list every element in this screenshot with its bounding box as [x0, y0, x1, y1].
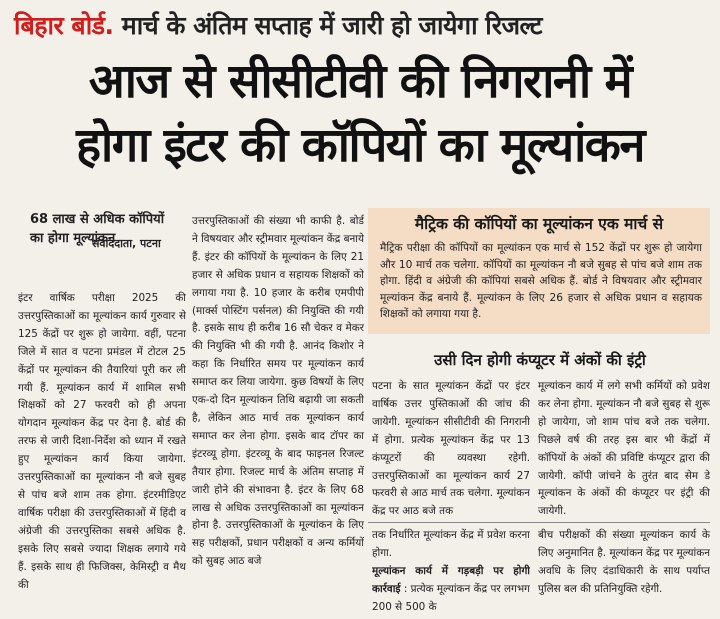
headline-line-1: आज से सीसीटीवी की निगरानी में	[88, 54, 632, 109]
article-column-6: बीच परीक्षकों की संख्या मूल्यांकन कार्य के लिए अनुमानित है. मूल्यांकन केंद्र पर मूल्यांकन अवधि के लिए दंडाधिकारी के साथ पर्याप्त पुलिस बल की प्रतिनियुक्ति रहेगी.	[538, 529, 710, 595]
kicker-tag: बिहार बोर्ड.	[14, 11, 114, 40]
article-column-4: मूल्यांकन कार्य में लगे सभी कर्मियों को प्रवेश कर लेना होगा. मूल्यांकन नौ बजे सुबह से शुरू हो जायेगा, जो शाम पांच बजे तक चलेगा. पिछले वर्ष की तरह इस बार भी केंद्रों में कॉपियों के अंकों की प्रविष्टि कंप्यूटर द्वारा की जायेगी. कॉपी जांचने के तुरंत बाद सेम डे मूल्यांकन के अंकों की कंप्यूटर पर इंट्री की जायेगी.	[538, 380, 710, 518]
column-5-rest: : प्रत्येक मूल्यांकन केंद्र पर लगभग 200 से 500 के	[372, 582, 530, 613]
section-divider	[368, 522, 710, 523]
article-column-5	[372, 527, 530, 615]
matric-box-body: मैट्रिक परीक्षा की कॉपियों का मूल्यांकन एक मार्च से 152 केंद्रों पर शुरू हो जायेगा और 10 मार्च तक चलेगा. कॉपियों का मूल्यांकन नौ बजे सुबह से पांच बजे शाम तक होगा. हिंदी व अंग्रेजी की कॉपियां सबसे अधिक हैं. बोर्ड ने विषयवार और स्ट्रीमवार मूल्यांकन केंद्र बनाये हैं. मूल्यांकन के लिए 26 हजार से अधिक प्रधान व सहायक शिक्षकों को लगाया गया है.	[380, 242, 702, 320]
kicker-line	[14, 6, 714, 46]
headline	[0, 50, 720, 178]
left-subhead: 68 लाख से अधिक कॉपियों का होगा मूल्यांकन	[30, 212, 165, 246]
matric-box-title: मैट्रिक की कॉपियों का मूल्यांकन एक मार्च से	[414, 215, 664, 233]
computer-entry-subhead: उसी दिन होगी कंप्यूटर में अंकों की इंट्री	[434, 351, 646, 369]
column-5-subhead: मूल्यांकन कार्य में गड़बड़ी पर होगी कार्रवाई	[372, 564, 530, 595]
article-column-1: इंटर वार्षिक परीक्षा 2025 की उत्तरपुस्तिकाओं का मूल्यांकन कार्य गुरुवार से 125 केंद्रों पर शुरू हो जायेगा. वहीं, पटना जिले में सात व पटना प्रमंडल में टोटल 25 केंद्रों पर मूल्यांकन की तैयारियां पूरी कर ली गयी हैं. मूल्यांकन कार्य में शामिल सभी शिक्षकों को 27 फरवरी को ही अपना योगदान मूल्यांकन केंद्र पर देना है. बोर्ड की तरफ से जारी दिशा-निर्देश को ध्यान में रखते हुए मूल्यांकन कार्य किया जायेगा. उत्तरपुस्तिकाओं का मूल्यांकन नौ बजे सुबह से पांच बजे शाम तक होगा. इंटरमीडिएट वार्षिक परीक्षा की उत्तरपुस्तिकाओं में हिंदी व अंग्रेजी की उत्तरपुस्तिका सबसे अधिक है. इसके लिए सबसे ज्यादा शिक्षक लगाये गये हैं. इसके साथ ही फिजिक्स, केमिस्ट्री व मैथ की	[18, 292, 186, 591]
byline: संवाददाता, पटना	[92, 237, 161, 250]
matric-info-box	[368, 208, 710, 334]
kicker-text: मार्च के अंतिम सप्ताह में जारी हो जायेगा रिजल्ट	[113, 11, 543, 40]
article-column-3: पटना के सात मूल्यांकन केंद्रों पर इंटर वार्षिक उत्तर पुस्तिकाओं की जांच की जायेगी. मूल्यांकन सीसीटीवी की निगरानी में होगा. प्रत्येक मूल्यांकन केंद्र पर 13 कंप्यूटरों की व्यवस्था रहेगी. उत्तरपुस्तिकाओं का मूल्यांकन कार्य 27 फरवरी से आठ मार्च तक चलेगा. मूल्यांकन केंद्र पर आठ बजे तक	[372, 380, 530, 518]
headline-line-2: होगा इंटर की कॉपियों का मूल्यांकन	[76, 118, 644, 173]
article-column-2: उत्तरपुस्तिकाओं की संख्या भी काफी है. बोर्ड ने विषयवार और स्ट्रीमवार मूल्यांकन केंद्र बनाये हैं. इंटर की कॉपियों के मूल्यांकन के लिए 21 हजार से अधिक प्रधान व सहायक शिक्षकों को लगाया गया है. 10 हजार के करीब एमपीपी (मार्क्स पोस्टिंग पर्सनल) की नियुक्ति की गयी है. इसके साथ ही करीब 16 सौ चेकर व मेकर की नियुक्ति भी की गयी है. आनंद किशोर ने कहा कि निर्धारित समय पर मूल्यांकन कार्य समाप्त कर लिया जायेगा. कुछ विषयों के लिए एक-दो दिन मूल्यांकन तिथि बढ़ायी जा सकती है, लेकिन आठ मार्च तक मूल्यांकन कार्य समाप्त कर लेना होगा. इसके बाद टॉपर का इंटरव्यू होगा. इंटरव्यू के बाद फाइनल रिजल्ट तैयार होगा. रिजल्ट मार्च के अंतिम सप्ताह में जारी होने की संभावना है. इंटर के लिए 68 लाख से अधिक उत्तरपुस्तिकाओं का मूल्यांकन होना है. उत्तरपुस्तिकाओं के मूल्यांकन के लिए सह परीक्षकों, प्रधान परीक्षकों व अन्य कर्मियों को सुबह आठ बजे	[192, 215, 364, 568]
column-5-text: तक निर्धारित मूल्यांकन केंद्र में प्रवेश करना होगा.	[372, 529, 530, 559]
